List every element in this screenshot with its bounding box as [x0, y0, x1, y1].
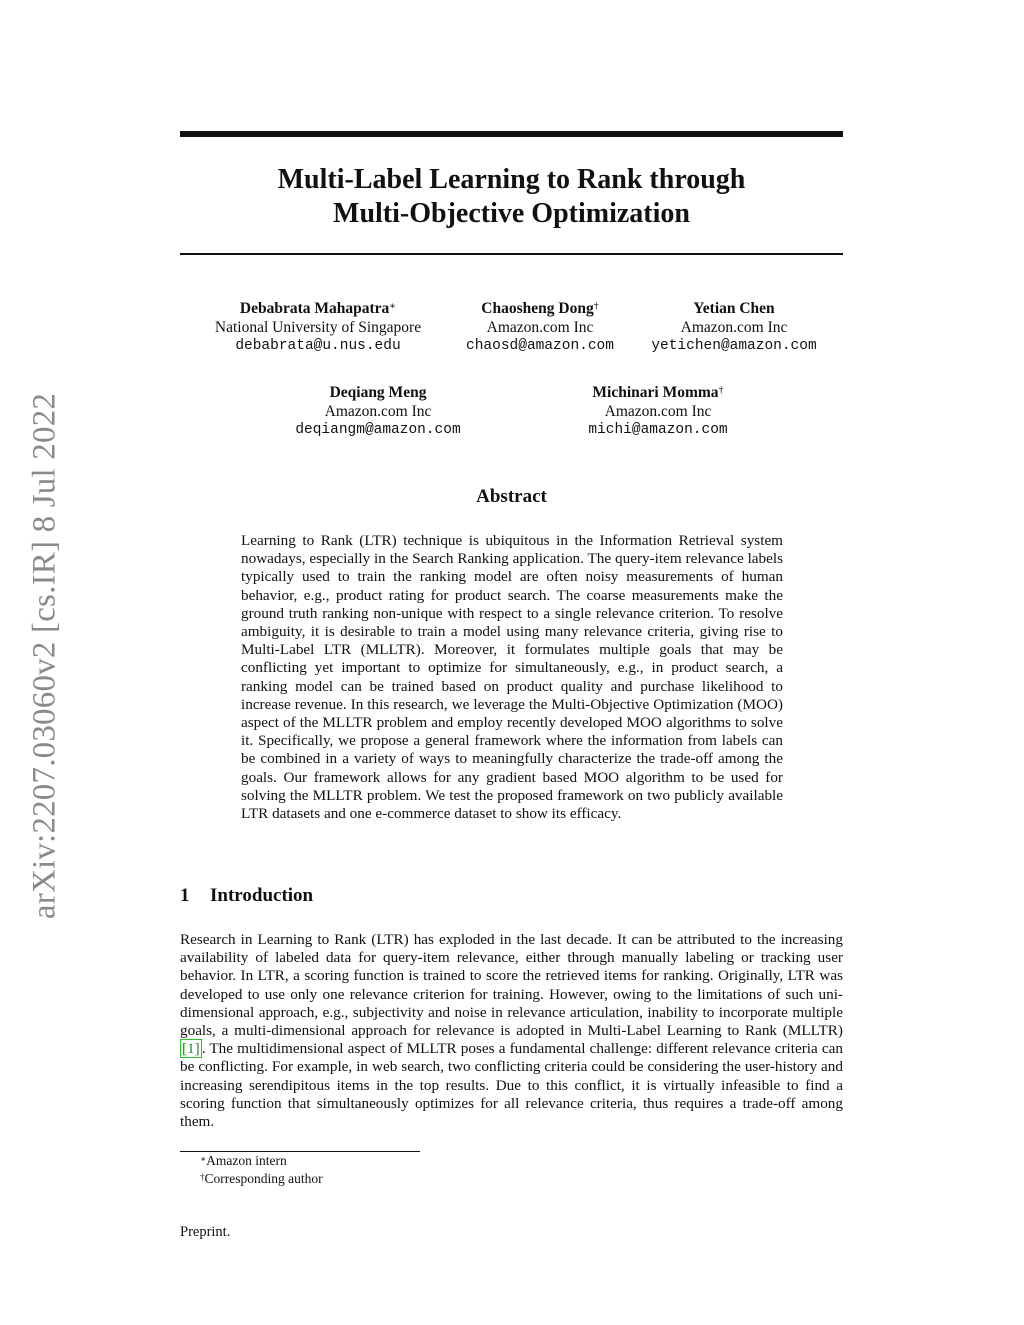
author-name: Debabrata Mahapatra [239, 300, 390, 317]
preprint-label: Preprint. [180, 1224, 231, 1240]
author-affiliation: National University of Singapore [214, 318, 422, 336]
intro-text-part-2: . The multidimensional aspect of MLLTR poses a fundamental challenge: different relevance criteria can be conflicting. For example, in web search, two conflicting criteria could be considering the user-history and increasing serendipitous items in the top results. Due to this conflict, it is virtually infeasible to find a scoring function that simultaneously optimizes for all relevance criteria, thus requires a trade-off among them. [180, 1040, 843, 1131]
author-affiliation: Amazon.com Inc [604, 402, 712, 420]
footnote-mark: † [200, 1172, 205, 1182]
title-line-2: Multi-Objective Optimization [333, 198, 690, 229]
author-name: Michinari Momma [592, 384, 719, 401]
abstract-text: Learning to Rank (LTR) technique is ubiquitous in the Information Retrieval system nowadays, especially in the Search Ranking application. The query-item relevance labels typically used to train the ranking model are often noisy measurements of human behavior, e.g., product rating for product search. The coarse measurements make the ground truth ranking non-unique with respect to a single relevance criterion. To resolve ambiguity, it is desirable to train a model using many relevance criteria, giving rise to Multi-Label LTR (MLLTR). Moreover, it formulates multiple goals that may be conflicting yet important to optimize for simultaneously, e.g., in product search, a ranking model can be trained based on product quality and purchase likelihood to increase revenue. In this research, we leverage the Multi-Objective Optimization (MOO) aspect of the MLLTR problem and employ recently developed MOO algorithms to solve it. Specifically, we propose a general framework where the information from labels can be combined in a variety of ways to meaningfully characterize the trade-off among the goals. Our framework allows for any gradient based MOO algorithm to be used for solving the MLLTR problem. We test the proposed framework on two publicly available LTR datasets and one e-commerce dataset to show its efficacy. [241, 532, 783, 823]
introduction-paragraph [180, 931, 843, 1131]
author-email: yetichen@amazon.com [651, 338, 817, 354]
footnote-rule [180, 1151, 420, 1152]
arxiv-id: arXiv:2207.03060v2 [cs.IR] 8 Jul 2022 [26, 392, 63, 920]
footnote-text: Amazon intern [206, 1153, 287, 1168]
footnote [200, 1153, 287, 1169]
author-block [452, 300, 628, 356]
paper-title [180, 163, 843, 231]
author-email: chaosd@amazon.com [466, 338, 614, 354]
author-name: Yetian Chen [693, 300, 775, 317]
author-mark: † [718, 385, 724, 396]
author-email: michi@amazon.com [588, 422, 728, 438]
author-mark: † [593, 301, 599, 312]
author-affiliation: Amazon.com Inc [486, 318, 594, 336]
author-block [640, 300, 828, 356]
intro-text-part-1: Research in Learning to Rank (LTR) has exploded in the last decade. It can be attributed to the increasing availability of labeled data for query-item relevance, either through manually labeling or tracking user behavior. In LTR, a scoring function is trained to score the retrieved items for ranking. Originally, LTR was developed to use only one relevance criterion for training. However, owing to the limitations of such uni-dimensional approach, e.g., subjectivity and noise in relevance articulation, inability to incorporate multiple goals, a multi-dimensional approach for relevance is adopted in Multi-Label Learning to Rank (MLLTR) [180, 931, 843, 1040]
author-block [560, 384, 756, 440]
author-name: Chaosheng Dong [481, 300, 594, 317]
author-affiliation: Amazon.com Inc [324, 402, 432, 420]
section-heading [180, 885, 313, 907]
author-email: debabrata@u.nus.edu [235, 338, 401, 354]
abstract-heading: Abstract [476, 486, 547, 507]
section-title: Introduction [210, 885, 314, 906]
author-name: Deqiang Meng [329, 384, 427, 401]
author-block [270, 384, 486, 440]
title-top-rule [180, 131, 843, 137]
author-email: deqiangm@amazon.com [295, 422, 461, 438]
section-number: 1 [180, 885, 190, 906]
title-bottom-rule [180, 253, 843, 255]
footnote-mark: ∗ [200, 1154, 207, 1164]
footnote-text: Corresponding author [204, 1171, 323, 1186]
author-block [200, 300, 436, 356]
title-line-1: Multi-Label Learning to Rank through [277, 164, 746, 195]
citation-link[interactable]: [1] [182, 1040, 200, 1058]
author-mark: ∗ [389, 301, 397, 312]
footnote [200, 1171, 323, 1187]
author-affiliation: Amazon.com Inc [680, 318, 788, 336]
